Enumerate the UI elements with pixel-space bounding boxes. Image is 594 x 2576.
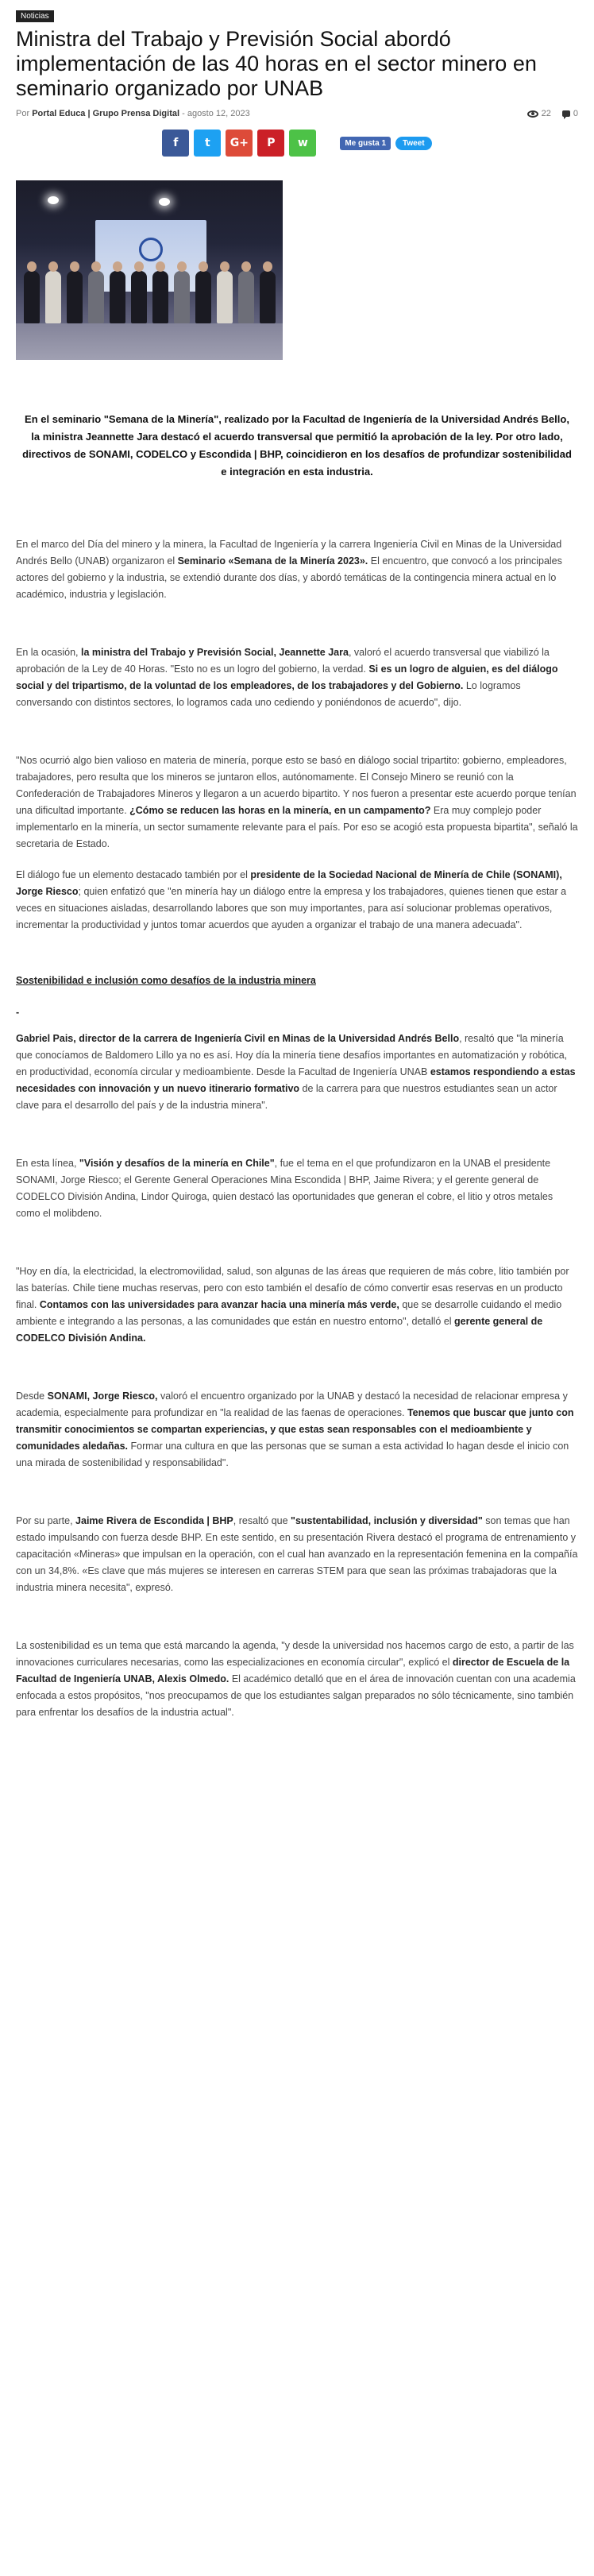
tweet-button[interactable]: Tweet bbox=[395, 137, 432, 150]
bold-text: presidente de la Sociedad Nacional de Minería de Chile (SONAMI), Jorge Riesco bbox=[16, 869, 562, 897]
text: , fue el tema en el que profundizaron en la UNAB el presidente SONAMI, Jorge Riesco; el Gerente General Operaciones Mina Escondida | BHP, Jaime Rivera; y el gerente general de CODELCO División Andina, Lindor Quiroga, quien destacó las oportunidades que generan el cobre, el litio y otros metales como el molibdeno. bbox=[16, 1158, 554, 1219]
text: , valoró el acuerdo transversal que viabilizó la aprobación de la Ley de 40 Horas. "Esto no es un logro del gobierno, la verdad. bbox=[16, 647, 550, 675]
text: son temas que han estado impulsando con fuerza desde BHP. En este sentido, en su presentación Rivera destacó el programa de entrenamiento y capacitación «Mineras» que impulsan en la operación, con el cual han avanzado en la representación femenina en la compañía con un 34,8%. «Es clave que más mujeres se interesen en carreras STEM para que sean las próximas trabajadoras que la industria minera necesita", expresó. bbox=[16, 1515, 578, 1593]
text: El diálogo fue un elemento destacado también por el bbox=[16, 869, 251, 880]
paragraph bbox=[16, 1263, 578, 1347]
paragraph bbox=[16, 1155, 578, 1222]
text: El encuentro, que convocó a los principales actores del gobierno y la industria, se extendió durante dos días, y abordó temáticas de la contingencia minera actual en lo académico, industria y legislación. bbox=[16, 555, 562, 600]
paragraph bbox=[16, 867, 578, 934]
whatsapp-share-button[interactable]: w bbox=[289, 130, 316, 157]
bold-text: Jaime Rivera de Escondida | BHP bbox=[75, 1515, 233, 1526]
person bbox=[67, 271, 83, 323]
text: El académico detalló que en el área de innovación cuentan con una academia enfocada a estos propósitos, "nos preocupamos de que los estudiantes salgan preparados no sólo técnicamente, sino también para enfrentar los desafíos de la industria actual". bbox=[16, 1673, 576, 1718]
bold-text: "Visión y desafíos de la minería en Chile" bbox=[79, 1158, 275, 1169]
person bbox=[174, 271, 190, 323]
paragraph bbox=[16, 1513, 578, 1596]
byline-prefix: Por bbox=[16, 109, 30, 118]
article-lead: En el seminario "Semana de la Minería", realizado por la Facultad de Ingeniería de la Universidad Andrés Bello, la ministra Jeannette Jara destacó el acuerdo transversal que permitió la aprobación de la ley. Por otro lado, directivos de SONAMI, CODELCO y Escondida | BHP, coincidieron en los desafíos de profundizar sostenibilidad e integración en esta industria. bbox=[22, 413, 572, 478]
stage-light bbox=[159, 198, 170, 206]
paragraph bbox=[16, 644, 578, 711]
person bbox=[45, 271, 61, 323]
article-title: Ministra del Trabajo y Previsión Social abordó implementación de las 40 horas en el sector minero en seminario organizado por UNAB bbox=[16, 27, 537, 100]
meta-separator: - bbox=[182, 109, 185, 118]
facebook-share-button[interactable]: f bbox=[162, 130, 189, 157]
text: "Hoy en día, la electricidad, la electromovilidad, salud, son algunas de las áreas que requieren de más cobre, litio también por las baterías. Chile tiene muchas reservas, pero con esto también el desafío de cómo convertir esas reservas en un producto final. bbox=[16, 1266, 569, 1310]
article-meta bbox=[16, 109, 578, 118]
bold-text: Si es un logro de alguien, es del diálogo social y del tripartismo, de la voluntad de los empleadores, de los trabajadores y del Gobierno. bbox=[16, 663, 558, 691]
eye-icon bbox=[527, 110, 538, 118]
bold-text: SONAMI, Jorge Riesco, bbox=[47, 1390, 158, 1402]
stage-floor bbox=[16, 323, 283, 360]
meta-stats bbox=[527, 109, 578, 118]
text: La sostenibilidad es un tema que está marcando la agenda, "y desde la universidad nos hacemos cargo de esto, a partir de las innovaciones curriculares necesarias, como las especializaciones en economía circular", explicó el bbox=[16, 1640, 574, 1668]
comment-icon bbox=[562, 110, 570, 117]
person bbox=[88, 271, 104, 323]
person bbox=[217, 271, 233, 323]
person bbox=[195, 271, 211, 323]
paragraph bbox=[16, 1638, 578, 1721]
bold-text: gerente general de CODELCO División Andina. bbox=[16, 1316, 543, 1344]
group-of-people bbox=[21, 268, 278, 323]
stage-light bbox=[48, 196, 59, 204]
person bbox=[152, 271, 168, 323]
text: , resaltó que "la minería que conocíamos de Baldomero Lillo ya no es así. Hoy día la minería tiene desafíos importantes en automatización y robótica, en productividad, economía circular y medioambiente. Desde la Facultad de Ingeniería UNAB bbox=[16, 1033, 568, 1077]
views-stat bbox=[527, 109, 551, 118]
unab-logo-icon bbox=[139, 238, 163, 261]
bold-text: "sustentabilidad, inclusión y diversidad" bbox=[291, 1515, 483, 1526]
twitter-share-button[interactable]: t bbox=[194, 130, 221, 157]
bold-text: Seminario «Semana de la Minería 2023». bbox=[177, 555, 368, 567]
paragraph bbox=[16, 752, 578, 853]
paragraph bbox=[16, 1031, 578, 1114]
comments-stat[interactable] bbox=[562, 109, 578, 118]
text: ; quien enfatizó que "en minería hay un diálogo entre la empresa y los trabajadores, quienes tienen que estar a veces en situaciones aisladas, desarrollando labores que son muy importantes, para así solucionar problemas operativos, incrementar la productividad y juntos tomar acuerdos que ayuden a organizar el trabajo de una manera adecuada". bbox=[16, 886, 567, 930]
pinterest-share-button[interactable]: P bbox=[257, 130, 284, 157]
comments-count: 0 bbox=[573, 109, 578, 118]
person bbox=[24, 271, 40, 323]
category-badge[interactable]: Noticias bbox=[16, 10, 54, 22]
paragraph bbox=[16, 536, 578, 603]
text: de la carrera para que nuestros estudiantes sean un actor clave para el desarrollo del país y de la industria minera". bbox=[16, 1083, 557, 1111]
text: Por su parte, bbox=[16, 1515, 76, 1526]
person bbox=[260, 271, 276, 323]
publish-date: agosto 12, 2023 bbox=[187, 109, 250, 118]
person bbox=[110, 271, 125, 323]
article-page bbox=[16, 0, 578, 1721]
author-link[interactable]: Portal Educa | Grupo Prensa Digital bbox=[32, 109, 180, 118]
bold-text: Contamos con las universidades para avanzar hacia una minería más verde, bbox=[39, 1299, 399, 1310]
byline bbox=[16, 109, 250, 118]
text: Lo logramos conversando con distintos sectores, lo logramos cada uno cediendo y poniéndonos de acuerdo", dijo. bbox=[16, 680, 521, 708]
bold-text: la ministra del Trabajo y Previsión Social, Jeannette Jara bbox=[81, 647, 349, 658]
text: Formar una cultura en que las personas que se suman a esta actividad lo hagan desde el inicio con una mirada de sostenibilidad y responsabilidad". bbox=[16, 1441, 569, 1468]
text: Desde bbox=[16, 1390, 48, 1402]
dash-separator: - bbox=[16, 1007, 20, 1018]
text: "Nos ocurrió algo bien valioso en materia de minería, porque esto se basó en diálogo social tripartito: gobierno, empleadores, trabajadores, pero resulta que los mineros se juntaron ellos, autónomamente. El Consejo Minero se reunió con la Confederación de Trabajadores Mineros y llegaron a un acuerdo bipartito. Y nos fueron a presentar este acuerdo porque tenían una dificultad importante. bbox=[16, 755, 577, 816]
bold-text: Tenemos que buscar que junto con transmitir conocimientos se compartan experiencias, y que estas sean responsables con el medioambiente y comunidades aledañas. bbox=[16, 1407, 574, 1452]
googleplus-share-button[interactable]: G+ bbox=[226, 130, 253, 157]
text: que se desarrolle cuidando el medio ambiente e integrando a las personas, a las comunidades que están en nuestro entorno", detalló el bbox=[16, 1299, 562, 1327]
text: , resaltó que bbox=[233, 1515, 291, 1526]
share-bar bbox=[16, 130, 578, 157]
facebook-like-button[interactable]: Me gusta 1 bbox=[340, 137, 391, 150]
person bbox=[238, 271, 254, 323]
bold-text: estamos respondiendo a estas necesidades con innovación y un nuevo itinerario formativo bbox=[16, 1066, 576, 1094]
views-count: 22 bbox=[541, 109, 551, 118]
section-subheading: Sostenibilidad e inclusión como desafíos de la industria minera bbox=[16, 975, 316, 986]
paragraph bbox=[16, 1388, 578, 1472]
text: valoró el encuentro organizado por la UNAB y destacó la necesidad de relacionar empresa y academia, especialmente para profundizar en "la realidad de las faenas de operaciones. bbox=[16, 1390, 568, 1418]
text: En el marco del Día del minero y la minera, la Facultad de Ingeniería y la carrera Ingeniería Civil en Minas de la Universidad Andrés Bello (UNAB) organizaron el bbox=[16, 539, 562, 567]
text: En la ocasión, bbox=[16, 647, 81, 658]
article-photo bbox=[16, 180, 283, 360]
person bbox=[131, 271, 147, 323]
bold-text: Gabriel Pais, director de la carrera de Ingeniería Civil en Minas de la Universidad Andrés Bello bbox=[16, 1033, 460, 1044]
text: En esta línea, bbox=[16, 1158, 79, 1169]
text: Era muy complejo poder implementarlo en la minería, un sector sumamente relevante para el país. Por eso se acogió esta propuesta bipartita", señaló la secretaria de Estado. bbox=[16, 805, 578, 849]
bold-text: director de Escuela de la Facultad de Ingeniería UNAB, Alexis Olmedo. bbox=[16, 1657, 570, 1684]
bold-text: ¿Cómo se reducen las horas en la minería, en un campamento? bbox=[129, 805, 431, 816]
